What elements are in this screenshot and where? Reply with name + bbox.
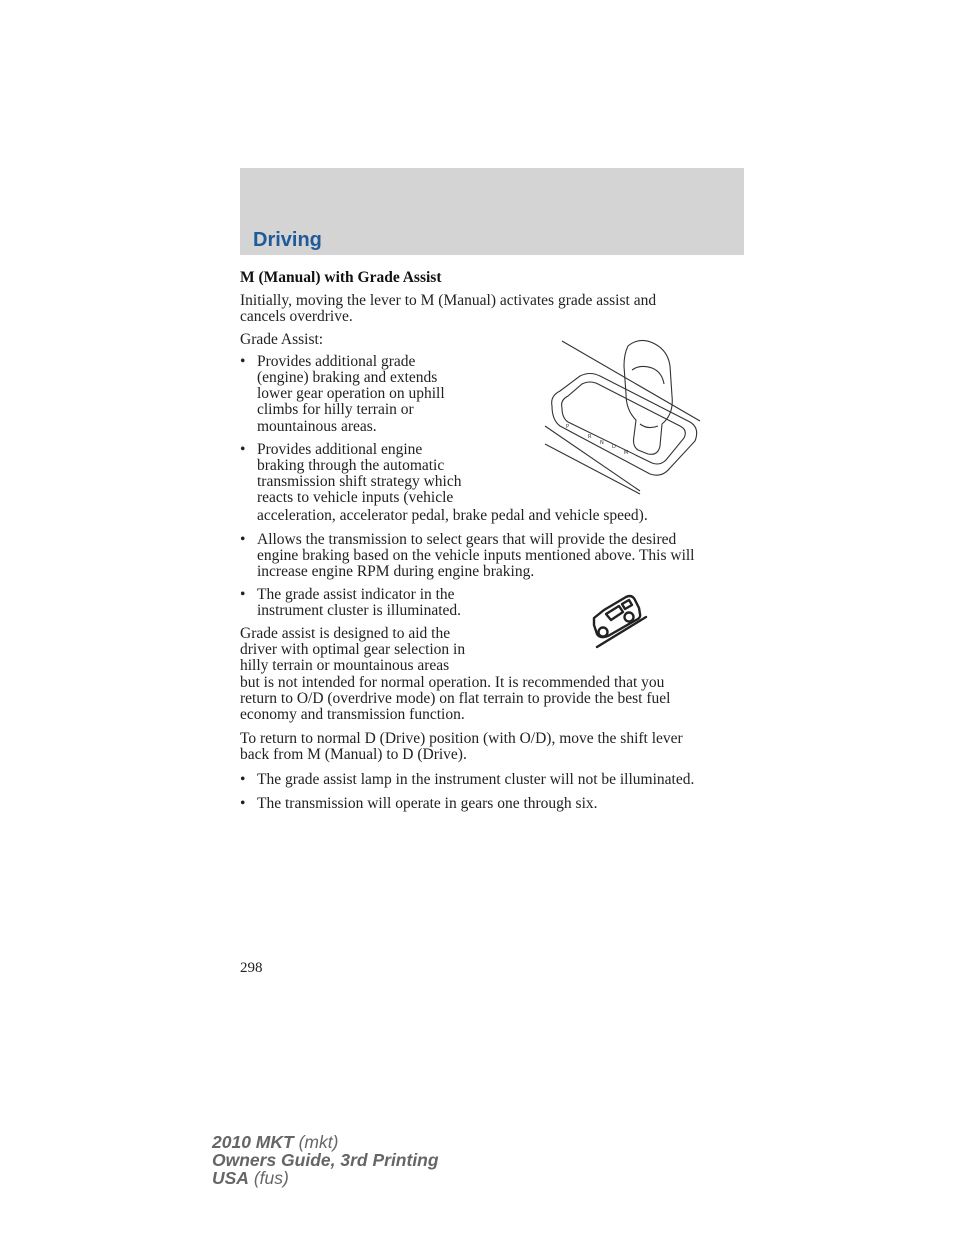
- design-line-5: return to O/D (overdrive mode) on flat terrain to provide the best fuel: [240, 690, 671, 707]
- subsection-heading: M (Manual) with Grade Assist: [240, 269, 442, 286]
- bullet1-line-4: climbs for hilly terrain or: [257, 401, 414, 418]
- design-line-4: but is not intended for normal operation. It is recommended that you: [240, 674, 665, 691]
- bullet2-line-1: Provides additional engine: [257, 441, 423, 458]
- footer-model: 2010 MKT: [212, 1132, 294, 1152]
- bullet6-text: The transmission will operate in gears one through six.: [257, 795, 598, 812]
- bullet3-line-1: Allows the transmission to select gears that will provide the desired: [257, 531, 677, 548]
- design-line-6: economy and transmission function.: [240, 706, 465, 723]
- footer-region: USA: [212, 1168, 249, 1188]
- bullet-marker: •: [240, 771, 246, 788]
- footer-region-code: (fus): [253, 1168, 289, 1188]
- design-line-2: driver with optimal gear selection in: [240, 641, 466, 658]
- bullet-marker: •: [240, 353, 246, 370]
- bullet4-line-1: The grade assist indicator in the: [257, 586, 455, 603]
- intro-line-1: Initially, moving the lever to M (Manual) activates grade assist and: [240, 292, 657, 309]
- svg-text:P: P: [566, 424, 570, 430]
- page-number: 298: [240, 960, 263, 976]
- svg-text:R: R: [588, 434, 592, 440]
- bullet-marker: •: [240, 586, 246, 603]
- gear-shifter-illustration-icon: [540, 336, 705, 496]
- design-line-1: Grade assist is designed to aid the: [240, 625, 451, 642]
- footer-line-1: [212, 1133, 439, 1151]
- footer: [212, 1133, 439, 1187]
- svg-text:M: M: [624, 450, 629, 456]
- bullet3-line-2: engine braking based on the vehicle inputs mentioned above. This will: [257, 547, 695, 564]
- bullet2-line-3: transmission shift strategy which: [257, 473, 462, 490]
- svg-text:N: N: [600, 440, 604, 446]
- bullet1-line-5: mountainous areas.: [257, 418, 377, 435]
- bullet3-line-3: increase engine RPM during engine braking.: [257, 563, 535, 580]
- bullet-marker: •: [240, 795, 246, 812]
- intro-line-2: cancels overdrive.: [240, 308, 353, 325]
- footer-line-2: [212, 1151, 439, 1169]
- return-line-1: To return to normal D (Drive) position (with O/D), move the shift lever: [240, 730, 683, 747]
- grade-assist-label: Grade Assist:: [240, 331, 324, 348]
- bullet4-line-2: instrument cluster is illuminated.: [257, 602, 462, 619]
- bullet-marker: •: [240, 441, 246, 458]
- footer-model-code: (mkt): [298, 1132, 339, 1152]
- vehicle-on-incline-icon: [586, 592, 650, 650]
- section-title: Driving: [253, 229, 322, 251]
- bullet1-line-2: (engine) braking and extends: [257, 369, 438, 386]
- footer-guide: Owners Guide, 3rd Printing: [212, 1150, 439, 1170]
- svg-text:D: D: [612, 444, 616, 450]
- bullet2-line-5: acceleration, accelerator pedal, brake pedal and vehicle speed).: [257, 507, 648, 524]
- bullet1-line-1: Provides additional grade: [257, 353, 416, 370]
- bullet5-text: The grade assist lamp in the instrument cluster will not be illuminated.: [257, 771, 695, 788]
- bullet-marker: •: [240, 531, 246, 548]
- bullet1-line-3: lower gear operation on uphill: [257, 385, 445, 402]
- bullet2-line-2: braking through the automatic: [257, 457, 445, 474]
- design-line-3: hilly terrain or mountainous areas: [240, 657, 450, 674]
- bullet2-line-4: reacts to vehicle inputs (vehicle: [257, 489, 454, 506]
- footer-line-3: [212, 1169, 439, 1187]
- return-line-2: back from M (Manual) to D (Drive).: [240, 746, 467, 763]
